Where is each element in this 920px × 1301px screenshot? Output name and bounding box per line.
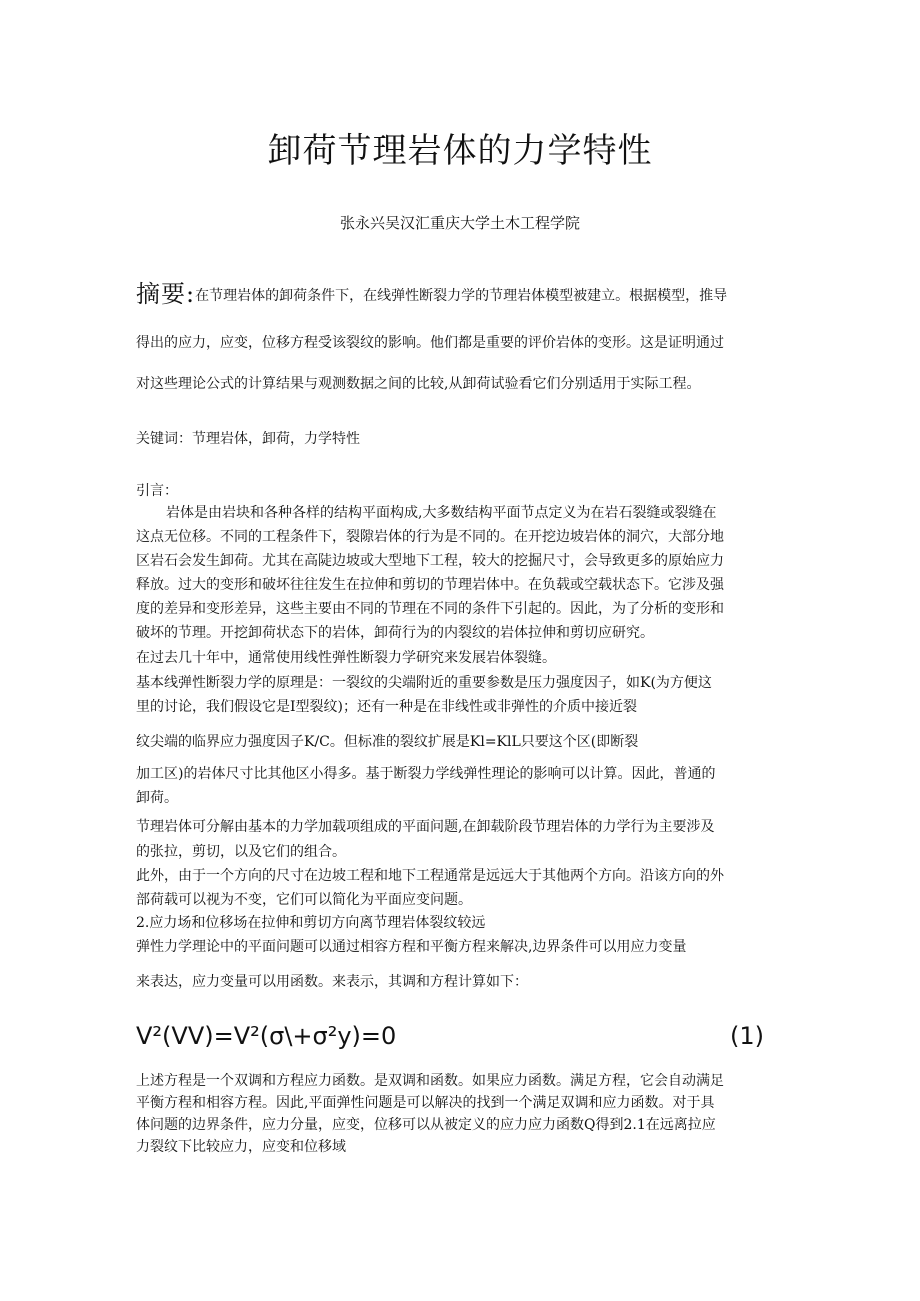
body-line: 力裂纹下比较应力，应变和位移域 [136, 1139, 346, 1155]
body-line: 平衡方程和相容方程。因此,平面弹性问题是可以解决的找到一个满足双调和应力函数。对于具 [136, 1095, 715, 1111]
equation: V²(VV)=V²(σ\+σ²y)=0 [136, 1022, 397, 1050]
body-line: 基本线弹性断裂力学的原理是：一裂纹的尖端附近的重要参数是压力强度因子，如K(为方便这 [136, 675, 712, 691]
section-heading: 2.应力场和位移场在拉伸和剪切方向离节理岩体裂纹较远 [136, 915, 486, 931]
body-line: 体问题的边界条件，应力分量，应变，位移可以从被定义的应力应力函数Q得到2.1在远离拉应 [136, 1117, 716, 1133]
body-line: 来表达，应力变量可以用函数。来表示，其调和方程计算如下： [136, 974, 528, 990]
body-line: 度的差异和变形差异，这些主要由不同的节理在不同的条件下引起的。因此，为了分析的变形和 [136, 601, 724, 617]
abstract-line: 对这些理论公式的计算结果与观测数据之间的比较,从卸荷试验看它们分别适用于实际工程。 [136, 376, 701, 392]
body-line: 节理岩体可分解由基本的力学加载项组成的平面问题,在卸载阶段节理岩体的力学行为主要涉及 [136, 819, 715, 835]
body-line: 弹性力学理论中的平面问题可以通过相容方程和平衡方程来解决,边界条件可以用应力变量 [136, 939, 687, 955]
body-line: 里的讨论，我们假设它是I型裂纹)；还有一种是在非线性或非弹性的介质中接近裂 [136, 699, 637, 715]
keywords: 关键词：节理岩体，卸荷，力学特性 [136, 431, 360, 447]
body-line: 加工区)的岩体尺寸比其他区小得多。基于断裂力学线弹性理论的影响可以计算。因此，普通的 [136, 766, 716, 782]
body-line: 卸荷。 [136, 790, 178, 806]
paper-title: 卸荷节理岩体的力学特性 [267, 131, 653, 171]
body-line: 此外，由于一个方向的尺寸在边坡工程和地下工程通常是远远大于其他两个方向。沿该方向的外 [136, 868, 724, 884]
body-line: 区岩石会发生卸荷。尤其在高陡边坡或大型地下工程，较大的挖掘尺寸，会导致更多的原始应力 [136, 553, 724, 569]
body-line: 部荷载可以视为不变，它们可以简化为平面应变问题。 [136, 892, 472, 908]
body-line: 破坏的节理。开挖卸荷状态下的岩体，卸荷行为的内裂纹的岩体拉伸和剪切应研究。 [136, 625, 654, 641]
abstract-line [136, 280, 728, 308]
abstract-line: 得出的应力，应变，位移方程受该裂纹的影响。他们都是重要的评价岩体的变形。这是证明通过 [136, 335, 724, 351]
abstract-label: 摘要: [136, 280, 196, 308]
body-line: 的张拉，剪切，以及它们的组合。 [136, 844, 346, 860]
body-line: 在过去几十年中，通常使用线性弹性断裂力学研究来发展岩体裂缝。 [136, 650, 556, 666]
abstract-text: 在节理岩体的卸荷条件下，在线弹性断裂力学的节理岩体模型被建立。根据模型，推导 [195, 288, 728, 304]
equation-number: (1) [730, 1022, 764, 1050]
body-line: 释放。过大的变形和破坏往往发生在拉伸和剪切的节理岩体中。在负载或空载状态下。它涉及强 [136, 577, 724, 593]
body-line: 岩体是由岩块和各种各样的结构平面构成,大多数结构平面节点定义为在岩石裂缝或裂缝在 [166, 505, 717, 521]
body-line: 纹尖端的临界应力强度因子K/C。但标准的裂纹扩展是Kl=KlL只要这个区(即断裂 [136, 734, 639, 750]
body-line: 这点无位移。不同的工程条件下，裂隙岩体的行为是不同的。在开挖边坡岩体的洞穴，大部分地 [136, 529, 724, 545]
intro-heading: 引言： [136, 483, 178, 499]
author-line: 张永兴吴汉汇重庆大学土木工程学院 [339, 214, 580, 232]
body-line: 上述方程是一个双调和方程应力函数。是双调和函数。如果应力函数。满足方程，它会自动满足 [136, 1073, 724, 1089]
